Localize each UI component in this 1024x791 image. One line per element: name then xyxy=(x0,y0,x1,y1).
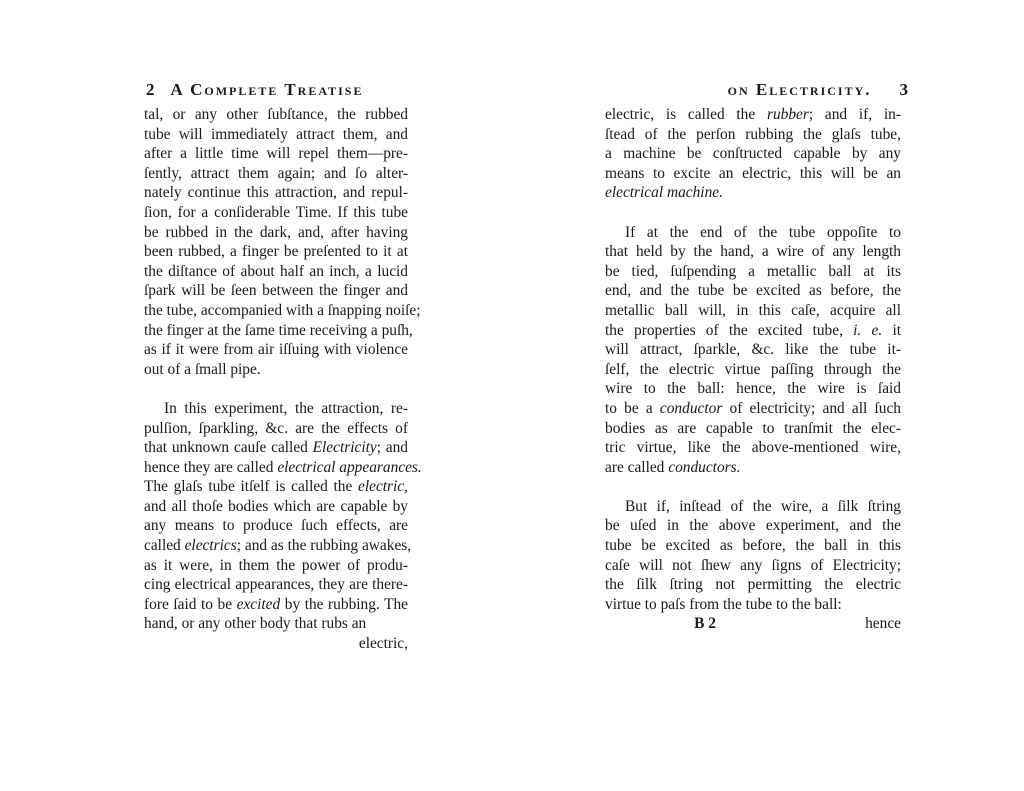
text-line: bodies as are capable to tranſmit the elec- xyxy=(605,419,901,437)
text-line: be uſed in the above experiment, and the xyxy=(605,517,901,535)
text-line: that held by the hand, a wire of any length xyxy=(605,243,901,261)
text-line: tube will immediately attract them, and xyxy=(144,125,408,143)
left-page-number: 2 xyxy=(146,80,157,99)
text-line: the tube, accompanied with a ſnapping noiſe; xyxy=(144,301,421,319)
text-line: any means to produce ſuch effects, are xyxy=(144,517,408,535)
text-line: If at the end of the tube oppoſite to xyxy=(625,223,901,241)
text-line: been rubbed, a finger be preſented to it at xyxy=(144,243,408,261)
text-line: tal, or any other ſubſtance, the rubbed xyxy=(144,106,408,123)
catchword: electric, xyxy=(358,635,408,653)
text-line: are called conductors. xyxy=(605,458,741,476)
text-line: tube be excited as before, the ball in this xyxy=(605,537,901,555)
text-line: the ſilk ſtring not permitting the electric xyxy=(605,576,901,594)
text-line: fore ſaid to be excited by the rubbing. The xyxy=(144,595,408,613)
paragraph xyxy=(605,497,901,615)
text-line: after a little time will repel them—pre- xyxy=(144,145,408,163)
text-line: In this experiment, the attraction, re- xyxy=(164,399,408,417)
paragraph xyxy=(605,223,901,478)
right-page xyxy=(512,0,1024,791)
text-line: called electrics; and as the rubbing awakes, xyxy=(144,537,412,555)
text-line: pulſion, ſparkling, &c. are the effects of xyxy=(144,419,408,437)
text-line: a machine be conſtructed capable by any xyxy=(605,145,901,163)
text-line: tric virtue, like the above-mentioned wire, xyxy=(605,439,901,457)
paragraph xyxy=(144,105,421,379)
text-line: the finger at the ſame time receiving a puſh, xyxy=(144,321,413,339)
text-line: ſently, attract them again; and ſo alter- xyxy=(144,164,408,182)
text-line: out of a ſmall pipe. xyxy=(144,360,261,378)
text-line: will attract, ſparkle, &c. like the tube it- xyxy=(605,341,901,359)
text-line: the diſtance of about half an inch, a lucid xyxy=(144,262,408,280)
text-line: But if, inſtead of the wire, a ſilk ſtring xyxy=(625,497,901,515)
left-running-title: A Complete Treatise xyxy=(170,80,364,99)
text-line: metallic ball will, in this caſe, acquire all xyxy=(605,301,901,319)
text-line: to be a conductor of electricity; and all ſuch xyxy=(605,399,901,417)
text-line: as if it were from air iſſuing with violence xyxy=(144,341,408,359)
catchword: hence xyxy=(865,615,901,633)
text-line: ſtead of the perſon rubbing the glaſs tube, xyxy=(605,125,901,143)
paragraph-gap xyxy=(144,379,408,399)
paragraph-gap xyxy=(605,477,901,497)
left-running-head xyxy=(146,80,408,102)
right-running-title: on Electricity. xyxy=(727,80,872,99)
text-line: that unknown cauſe called Electricity; and xyxy=(144,439,408,457)
page-footer xyxy=(605,614,901,634)
text-line: virtue to paſs from the tube to the ball: xyxy=(605,595,842,613)
right-running-head xyxy=(618,80,910,102)
text-line: ſpark will be ſeen between the finger and xyxy=(144,282,408,300)
text-line: the properties of the excited tube, i. e. it xyxy=(605,321,901,339)
text-line: ſion, for a conſiderable Time. If this tube xyxy=(144,203,408,221)
text-line: end, and the tube be excited as before, the xyxy=(605,282,901,300)
right-page-number: 3 xyxy=(899,80,910,99)
paragraph xyxy=(605,105,901,203)
paragraph xyxy=(144,399,422,634)
right-body-text xyxy=(605,105,901,634)
signature-mark: B 2 xyxy=(694,615,716,633)
text-line: ſelf, the electric virtue paſſing through the xyxy=(605,360,901,378)
text-line: nately continue this attraction, and repul- xyxy=(144,184,408,202)
text-line: as it were, in them the power of produ- xyxy=(144,556,408,574)
text-line: be rubbed in the dark, and, after having xyxy=(144,223,408,241)
paragraph-gap xyxy=(605,203,901,223)
text-line: hand, or any other body that rubs an xyxy=(144,615,367,633)
text-line: cing electrical appearances, they are there- xyxy=(144,576,408,594)
text-line: electric, is called the rubber; and if, in- xyxy=(605,106,901,123)
text-line: means to excite an electric, this will be an xyxy=(605,164,901,182)
text-line: be tied, ſuſpending a metallic ball at its xyxy=(605,262,901,280)
text-line: The glaſs tube itſelf is called the electric, xyxy=(144,478,408,496)
text-line: electrical machine. xyxy=(605,184,723,202)
text-line: and all thoſe bodies which are capable by xyxy=(144,497,408,515)
text-line: caſe will not ſhew any ſigns of Electricity; xyxy=(605,556,901,574)
left-body-text xyxy=(144,105,422,654)
text-line: hence they are called electrical appearances. xyxy=(144,458,422,476)
text-line: wire to the ball: hence, the wire is ſaid xyxy=(605,380,901,398)
